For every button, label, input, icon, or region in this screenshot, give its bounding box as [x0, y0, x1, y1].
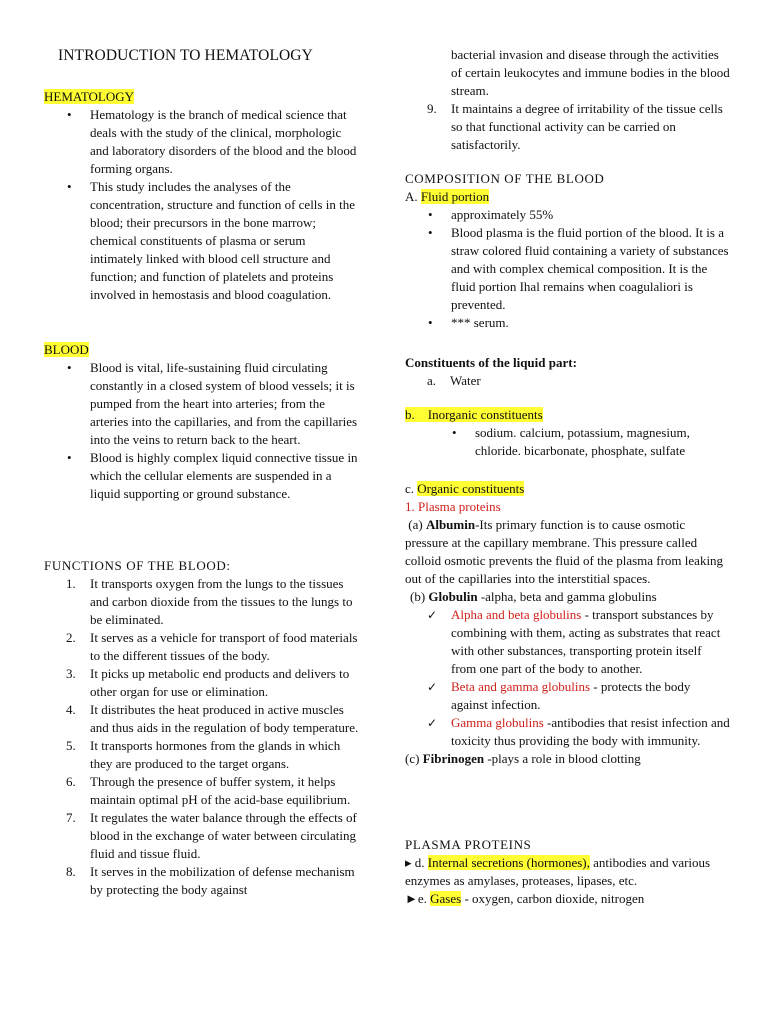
plasma-proteins-section	[405, 836, 730, 908]
inorganic-label: b. Inorganic constituents	[405, 407, 543, 422]
list-item: • Blood is highly complex liquid connective tissue in which the cellular elements are suspended in a liquid supporting or ground substance.	[44, 449, 360, 503]
list-item	[44, 701, 360, 737]
globulin-type: Gamma globulins	[451, 715, 544, 730]
inorganic-section	[405, 406, 730, 460]
secretions-label: Internal secretions (hormones),	[427, 855, 590, 870]
item-text: It picks up metabolic end products and delivers to other organ for use or elimination.	[90, 666, 350, 699]
secretions-text: antibodies and various enzymes as amylases, proteases, lipases, etc.	[405, 855, 711, 888]
albumin-term: Albumin	[425, 517, 476, 532]
fibrinogen-text: -plays a role in blood clotting	[484, 751, 641, 766]
item-number: 3.	[66, 666, 76, 681]
item-number: 6.	[66, 774, 76, 789]
globulin-text: -alpha, beta and gamma globulins	[477, 589, 657, 604]
water-text: Water	[450, 373, 481, 388]
organic-section	[405, 480, 730, 768]
globulin-term: Globulin	[428, 589, 478, 604]
item-number: 2.	[66, 630, 76, 645]
item-prefix: (c)	[405, 751, 423, 766]
item-prefix: c.	[405, 481, 415, 496]
albumin-text: -Its primary function is to cause osmotic pressure at the capillary membrane. This pressure called colloid osmotic prevents the fluid of the plasma from leaking out of the capillaries into the interstitial spaces.	[405, 517, 724, 586]
item-number: 7.	[66, 810, 76, 825]
globulin-type: Beta and gamma globulins	[451, 679, 591, 694]
gases-label: Gases	[430, 891, 462, 906]
secretions-paragraph	[405, 854, 730, 890]
list-item	[405, 100, 730, 154]
list-item	[405, 714, 730, 750]
globulin-line	[405, 588, 730, 606]
functions-continued	[405, 46, 730, 154]
list-item: • Blood plasma is the fluid portion of the blood. It is a straw colored fluid containing a variety of substances and with complex chemical composition. It is the fluid portion Ihal remains when coagulaliori is prevented.	[405, 224, 730, 314]
list-item	[44, 575, 360, 629]
item-prefix: (b)	[410, 589, 429, 604]
list-item	[44, 665, 360, 701]
fibrinogen-term: Fibrinogen	[422, 751, 485, 766]
list-item	[405, 606, 730, 678]
functions-section	[44, 557, 360, 899]
item-number: 4.	[66, 702, 76, 717]
constituents-heading: Constituents of the liquid part:	[405, 355, 577, 370]
list-item	[44, 737, 360, 773]
page-title: INTRODUCTION TO HEMATOLOGY	[58, 47, 313, 64]
hematology-section	[44, 88, 360, 304]
list-item: • This study includes the analyses of the concentration, structure and function of cells in the blood; their precursors in the bone marrow; chemical constituents of plasma or serum intimately linked with blood cell structure and function; and function of platelets and proteins involved in hemostasis and blood coagulation.	[44, 178, 360, 304]
item-text: It regulates the water balance through the effects of blood in the exchange of water between circulating fluid and tissue fluid.	[90, 810, 357, 861]
plasma-proteins-line: 1. Plasma proteins	[405, 499, 501, 514]
triangle-right-icon: ►e.	[405, 891, 431, 906]
check-icon: ✓	[427, 716, 438, 730]
item-prefix: (a)	[405, 517, 426, 532]
item-text: bacterial invasion and disease through the activities of certain leukocytes and immune bodies in the blood stream.	[451, 47, 730, 98]
fluid-portion-label: Fluid portion	[420, 189, 490, 204]
albumin-paragraph	[405, 516, 730, 588]
list-item	[405, 678, 730, 714]
check-icon: ✓	[427, 608, 438, 622]
check-icon: ✓	[427, 680, 438, 694]
functions-heading: FUNCTIONS OF THE BLOOD:	[44, 558, 231, 573]
blood-list	[44, 359, 360, 503]
item-text: It distributes the heat produced in active muscles and thus aids in the regulation of body temperature.	[90, 702, 359, 735]
list-item: • Blood is vital, life-sustaining fluid circulating constantly in a closed system of blood vessels; it is pumped from the heart into arteries; from the arteries into the capillaries, and from the capillaries into the veins to return back to the heart.	[44, 359, 360, 449]
list-item	[44, 773, 360, 809]
globulin-list	[405, 606, 730, 750]
item-prefix: A.	[405, 189, 418, 204]
water-line	[405, 372, 730, 390]
list-item	[44, 809, 360, 863]
list-item: • sodium. calcium, potassium, magnesium, chloride. bicarbonate, phosphate, sulfate	[429, 424, 730, 460]
hematology-heading: HEMATOLOGY	[44, 89, 135, 104]
gases-line	[405, 890, 730, 908]
globulin-desc: - transport substances by combining with them, acting as substrates that react with other substances, transporting protein itself from one part of the body to another.	[451, 607, 721, 676]
functions-list-continued	[405, 100, 730, 154]
plasma-proteins-heading: PLASMA PROTEINS	[405, 837, 532, 852]
item-number: 9.	[427, 101, 437, 116]
blood-heading: BLOOD	[44, 342, 89, 357]
item-number: 8.	[66, 864, 76, 879]
item-text: It serves as a vehicle for transport of food materials to the different tissues of the body.	[90, 630, 358, 663]
item-text: It transports oxygen from the lungs to the tissues and carbon dioxide from the tissues to the lungs to be eliminated.	[90, 576, 353, 627]
composition-list	[405, 206, 730, 332]
list-item	[44, 863, 360, 899]
blood-section	[44, 341, 360, 503]
item-prefix: a.	[427, 373, 437, 388]
constituents-section	[405, 354, 730, 390]
globulin-desc: - protects the body against infection.	[451, 679, 691, 712]
item-number: 1.	[66, 576, 76, 591]
list-item	[44, 629, 360, 665]
fibrinogen-line	[405, 750, 730, 768]
item-text: Through the presence of buffer system, it helps maintain optimal pH of the acid-base equilibrium.	[90, 774, 351, 807]
inorganic-list	[429, 424, 730, 460]
list-item: • *** serum.	[405, 314, 730, 332]
item-text: It maintains a degree of irritability of the tissue cells so that functional activity can be carried on satisfactorily.	[451, 101, 723, 152]
item-number: 5.	[66, 738, 76, 753]
gases-text: - oxygen, carbon dioxide, nitrogen	[461, 891, 645, 906]
list-item: • approximately 55%	[405, 206, 730, 224]
organic-label: Organic constituents	[417, 481, 525, 496]
globulin-type: Alpha and beta globulins	[451, 607, 582, 622]
composition-section	[405, 170, 730, 332]
item-text: It serves in the mobilization of defense mechanism by protecting the body against	[90, 864, 355, 897]
hematology-list	[44, 106, 360, 304]
functions-list	[44, 575, 360, 899]
item-text: It transports hormones from the glands in which they are produced to the target organs.	[90, 738, 341, 771]
globulin-desc: -antibodies that resist infection and toxicity thus providing the body with immunity.	[451, 715, 730, 748]
fluid-portion-line	[405, 188, 730, 206]
triangle-right-icon: ▸ d.	[405, 855, 428, 870]
composition-heading: COMPOSITION OF THE BLOOD	[405, 171, 605, 186]
list-item: • Hematology is the branch of medical science that deals with the study of the clinical, morphologic and laboratory disorders of the blood and the blood forming organs.	[44, 106, 360, 178]
